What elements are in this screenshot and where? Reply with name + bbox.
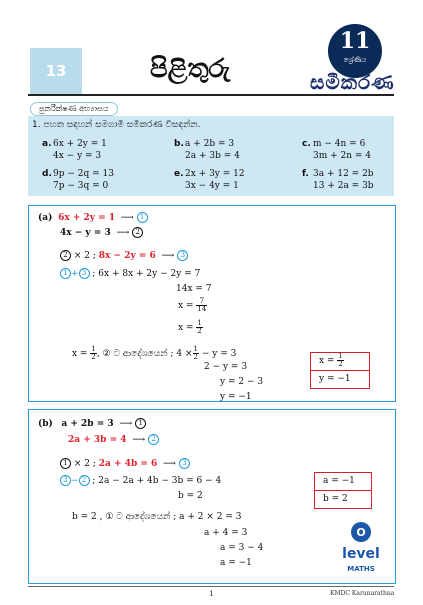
lesson-number: 13 [45, 62, 67, 80]
solution-b-line-7: a + 4 = 3 [204, 528, 248, 538]
answer-box-b [314, 472, 372, 509]
subject-title: සමීකරණ [310, 70, 395, 94]
svg-text:level: level [342, 546, 380, 562]
problem-b: b.a + 2b = 3 2a + 3b = 4 [174, 139, 240, 161]
solution-b-line-9: a = −1 [220, 558, 252, 568]
answer-y: y = −1 [311, 370, 369, 388]
footer-divider [28, 586, 394, 587]
grade-number: 11 [339, 28, 371, 54]
ref-1-icon: 1 [60, 268, 71, 279]
solution-a-line-10: y = 2 − 3 [220, 377, 264, 387]
author-credit: KMDC Karunarathna [330, 590, 395, 597]
solution-b-line-4: 3 − 2 ; 2a − 2a + 4b − 3b = 6 − 4 [60, 475, 221, 486]
svg-text:O: O [356, 526, 366, 539]
ref-1-icon: 1 [60, 458, 71, 469]
ref-2-icon: 2 [60, 250, 71, 261]
solution-a-line-3: 2 × 2 ; 8x − 2y = 6 ⟶ 3 [60, 250, 188, 261]
page-number: 1 [209, 590, 214, 598]
solution-a-line-9: 2 − y = 3 [204, 362, 248, 372]
solution-b-line-1: (b) a + 2b = 3 ⟶ 1 [38, 418, 146, 429]
solution-a-line-2: 4x − y = 3 ⟶ 2 [60, 227, 143, 238]
answer-b: b = 2 [315, 490, 371, 508]
solution-b-line-8: a = 3 − 4 [220, 543, 264, 553]
problem-c: c. m − 4n = 6 3m + 2n = 4 [302, 139, 372, 161]
solution-a-line-1: (a) 6x + 2y = 1 ⟶ 1 [38, 212, 148, 223]
answer-box-a [310, 352, 370, 389]
page-title: පිළිතුරු [150, 54, 231, 84]
solution-a-line-4: 1 + 3 ; 6x + 8x + 2y − 2y = 7 [60, 268, 200, 279]
solution-b-line-6: b = 2 , ① ට ආදේශයෙන් ; a + 2 × 2 = 3 [72, 512, 242, 522]
logo-text: MATHS [347, 565, 375, 573]
problem-a: a. 6x + 2y = 1 4x − y = 3 [42, 139, 107, 161]
solution-b-line-5: b = 2 [178, 491, 203, 501]
answer-x: x = $\frac{1}{2}$ [319, 352, 343, 368]
problem-e: e.2x + 3y = 12 3x − 4y = 1 [174, 169, 245, 191]
solution-b-line-2: 2a + 3b = 4 ⟶ 2 [68, 434, 159, 445]
ref-3-icon: 3 [177, 250, 188, 261]
header-divider [28, 94, 394, 96]
solution-a-line-8: x = $\frac{1}{2}$ , ② ට ආදේශයෙන් ; 4 × $\frac{1}{2}$ − y = 3 [72, 345, 237, 361]
ref-2-icon: 2 [79, 475, 90, 486]
solution-a-line-7: x = $\frac{1}{2}$ [178, 319, 202, 335]
ref-3-icon: 3 [60, 475, 71, 486]
problem-d: d.9p − 2q = 13 7p − 3q = 0 [42, 169, 114, 191]
ref-3-icon: 3 [179, 458, 190, 469]
grade-label: ශ්‍රේණිය [343, 56, 367, 64]
ref-1-icon: 1 [135, 418, 146, 429]
solution-a-line-5: 14x = 7 [176, 284, 212, 294]
revision-tag: පුනරීක්ෂණ අභ්‍යාසය [30, 102, 118, 116]
ref-1-icon: 1 [137, 212, 148, 223]
solution-a-line-11: y = −1 [220, 392, 252, 402]
solution-b-line-3: 1 × 2 ; 2a + 4b = 6 ⟶ 3 [60, 458, 190, 469]
ref-3-icon: 3 [79, 268, 90, 279]
problem-f: f. 3a + 12 = 2b 13 + 2a = 3b [302, 169, 374, 191]
answer-a: a = −1 [323, 476, 355, 486]
ref-2-icon: 2 [132, 227, 143, 238]
question-heading: 1. පහත සඳහන් සමගාමී සමීකරණ විසඳන්න. [32, 120, 201, 130]
ref-2-icon: 2 [148, 434, 159, 445]
solution-a-line-6: x = $\frac{7}{14}$ [178, 297, 207, 313]
